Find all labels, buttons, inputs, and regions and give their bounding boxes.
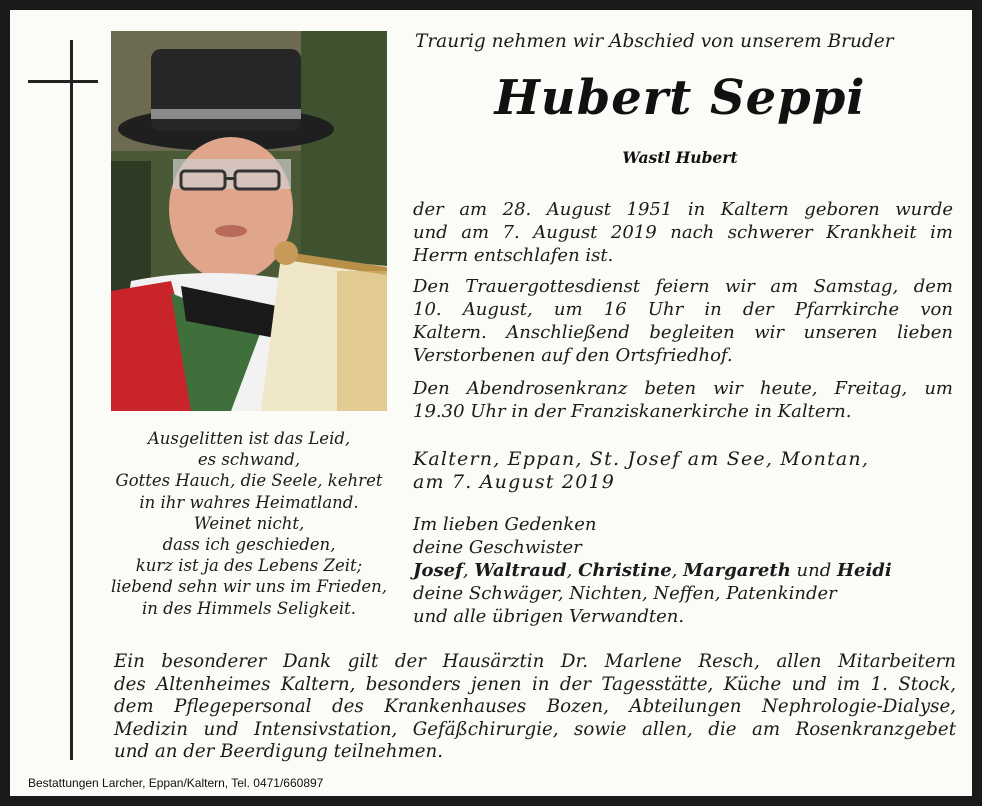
text-line: 10. August, um 16 Uhr in der Pfarrkirche von [413, 299, 953, 320]
poem-line: es schwand, [197, 450, 301, 470]
birth-death-paragraph [413, 198, 953, 267]
poem-line: liebend sehn wir uns im Frieden, [110, 577, 388, 597]
obituary-card [10, 10, 972, 796]
text-line: Den Abendrosenkranz beten wir heute, Freitag, um [413, 378, 953, 399]
separator: , [462, 560, 469, 581]
separator: , [671, 560, 678, 581]
text-line: und alle übrigen Verwandten. [413, 606, 685, 627]
text-line: des Altenheimes Kaltern, besonders jenen in der Tagesstätte, Küche und im 1. Stock, [114, 673, 956, 695]
text-line: Kaltern, Eppan, St. Josef am See, Montan, [413, 448, 870, 470]
conjunction: und [796, 560, 832, 581]
deceased-name: Hubert Seppi [494, 70, 866, 126]
poem [108, 428, 390, 619]
thanks-paragraph [114, 651, 956, 764]
sibling-name: Josef [413, 560, 463, 581]
sibling-name: Margareth [683, 560, 791, 581]
siblings-line [413, 559, 953, 582]
cross-icon [70, 40, 73, 760]
text-line: der am 28. August 1951 in Kaltern geboren wurde [413, 199, 953, 220]
poem-line: Gottes Hauch, die Seele, kehret [115, 471, 383, 491]
text-line: Verstorbenen auf den Ortsfriedhof. [413, 345, 733, 366]
text-line: 19.30 Uhr in der Franziskanerkirche in Kaltern. [413, 401, 852, 422]
cross-icon-bar [28, 80, 98, 83]
rosary-paragraph [413, 377, 953, 423]
nickname: Wastl Hubert [622, 148, 738, 167]
sibling-name: Waltraud [474, 560, 567, 581]
poem-line: in des Himmels Seligkeit. [141, 598, 356, 618]
text-line: am 7. August 2019 [413, 471, 616, 493]
text-line: und am 7. August 2019 nach schwerer Krankheit im [413, 222, 953, 243]
mourners [413, 513, 953, 628]
funeral-home-footer: Bestattungen Larcher, Eppan/Kaltern, Tel. 0471/660897 [28, 776, 324, 790]
text-line: Den Trauergottesdienst feiern wir am Samstag, dem [413, 276, 953, 297]
poem-line: kurz ist ja des Lebens Zeit; [135, 556, 363, 576]
text-line: Ein besonderer Dank gilt der Hausärztin Dr. Marlene Resch, allen Mitarbeitern [114, 651, 956, 672]
sibling-name: Heidi [836, 560, 892, 581]
poem-line: in ihr wahres Heimatland. [139, 492, 359, 512]
place-date [413, 448, 953, 494]
poem-line: dass ich geschieden, [162, 535, 336, 555]
separator: , [566, 560, 573, 581]
funeral-paragraph [413, 275, 953, 367]
poem-line: Ausgelitten ist das Leid, [147, 429, 351, 448]
text-line: deine Geschwister [413, 537, 582, 558]
poem-line: Weinet nicht, [193, 513, 305, 533]
text-line: und an der Beerdigung teilnehmen. [114, 741, 444, 763]
text-line: Medizin und Intensivstation, Gefäßchirurgie, sowie allen, die am Rosenkranzgebet [114, 718, 956, 740]
intro-line: Traurig nehmen wir Abschied von unserem Bruder [415, 31, 894, 52]
sibling-name: Christine [578, 560, 672, 581]
text-line: deine Schwäger, Nichten, Neffen, Patenkinder [413, 583, 837, 604]
text-line: dem Pflegepersonal des Krankenhauses Bozen, Abteilungen Nephrologie-Dialyse, [114, 696, 956, 718]
portrait-photo [111, 31, 387, 411]
text-line: Im lieben Gedenken [413, 514, 597, 535]
text-line: Herrn entschlafen ist. [413, 245, 614, 266]
text-line: Kaltern. Anschließend begleiten wir unseren lieben [413, 322, 953, 343]
